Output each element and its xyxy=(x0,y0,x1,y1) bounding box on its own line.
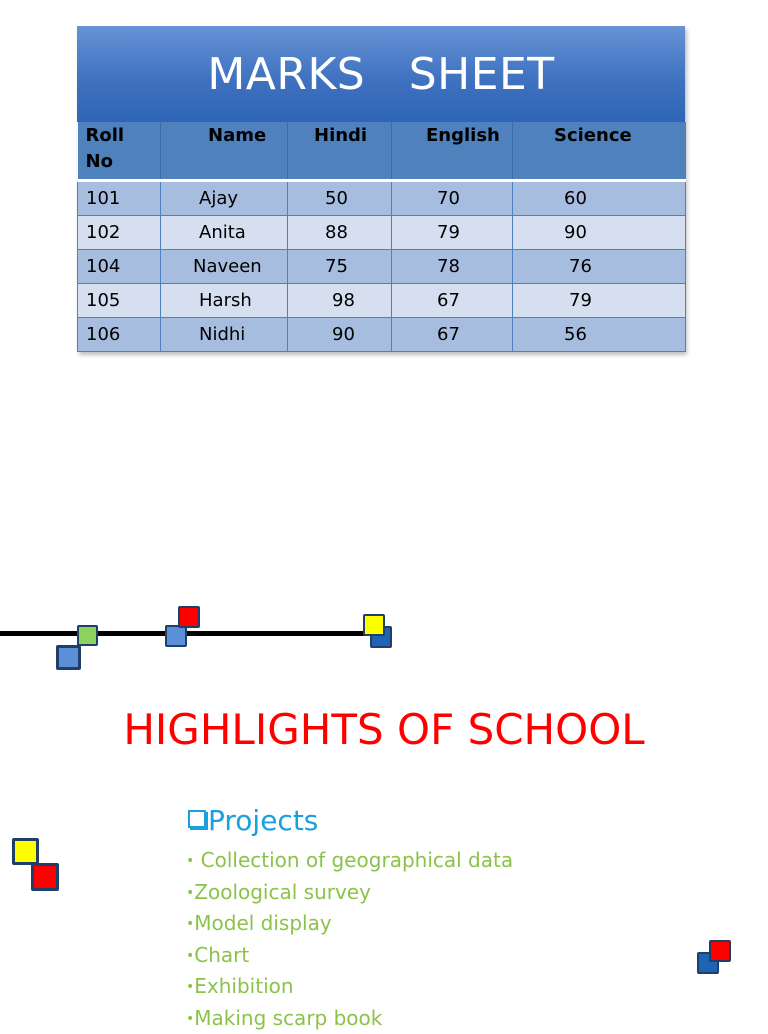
header-hindi: Hindi xyxy=(288,122,392,181)
cell-roll: 106 xyxy=(78,318,161,352)
cell-name: Harsh xyxy=(161,284,288,318)
marks-sheet-title: MARKS SHEET xyxy=(77,26,685,122)
list-item: •Exhibition xyxy=(186,971,513,1003)
header-english: English xyxy=(392,122,513,181)
list-item: •Making scarp book xyxy=(186,1003,513,1034)
table-row xyxy=(78,318,686,352)
chain-square xyxy=(77,625,98,646)
list-item: •Model display xyxy=(186,908,513,940)
cell-roll: 105 xyxy=(78,284,161,318)
cell-roll: 104 xyxy=(78,250,161,284)
cell-science: 90 xyxy=(513,216,686,250)
table-row xyxy=(78,250,686,284)
cell-roll: 101 xyxy=(78,181,161,216)
marks-table xyxy=(77,122,686,352)
table-row xyxy=(78,284,686,318)
decor-square xyxy=(709,940,731,962)
cell-hindi: 50 xyxy=(288,181,392,216)
cell-hindi: 75 xyxy=(288,250,392,284)
cell-hindi: 90 xyxy=(288,318,392,352)
table-header-row xyxy=(78,122,686,181)
chain-rail xyxy=(0,631,378,636)
list-item: •Zoological survey xyxy=(186,877,513,909)
cell-english: 67 xyxy=(392,284,513,318)
list-item: •Chart xyxy=(186,940,513,972)
cell-hindi: 88 xyxy=(288,216,392,250)
header-science: Science xyxy=(513,122,686,181)
decor-square xyxy=(12,838,39,865)
checkbox-bullet-icon xyxy=(188,810,206,828)
cell-science: 76 xyxy=(513,250,686,284)
cell-science: 56 xyxy=(513,318,686,352)
cell-english: 67 xyxy=(392,318,513,352)
cell-roll: 102 xyxy=(78,216,161,250)
cell-science: 60 xyxy=(513,181,686,216)
decor-square xyxy=(31,863,59,891)
cell-english: 78 xyxy=(392,250,513,284)
chain-square xyxy=(178,606,200,628)
chain-square xyxy=(363,614,385,636)
highlights-title: HIGHLIGHTS OF SCHOOL xyxy=(0,705,768,754)
cell-name: Naveen xyxy=(161,250,288,284)
cell-name: Anita xyxy=(161,216,288,250)
cell-name: Nidhi xyxy=(161,318,288,352)
chain-square xyxy=(56,645,81,670)
header-name: Name xyxy=(161,122,288,181)
cell-hindi: 98 xyxy=(288,284,392,318)
marks-sheet xyxy=(77,26,685,352)
cell-english: 70 xyxy=(392,181,513,216)
projects-label: Projects xyxy=(208,804,318,837)
cell-english: 79 xyxy=(392,216,513,250)
projects-list xyxy=(186,845,513,1034)
cell-science: 79 xyxy=(513,284,686,318)
projects-heading xyxy=(188,804,318,837)
header-roll-no: Roll No xyxy=(78,122,161,181)
chain-square xyxy=(165,625,187,647)
table-row xyxy=(78,216,686,250)
table-row xyxy=(78,181,686,216)
list-item: • Collection of geographical data xyxy=(186,845,513,877)
cell-name: Ajay xyxy=(161,181,288,216)
